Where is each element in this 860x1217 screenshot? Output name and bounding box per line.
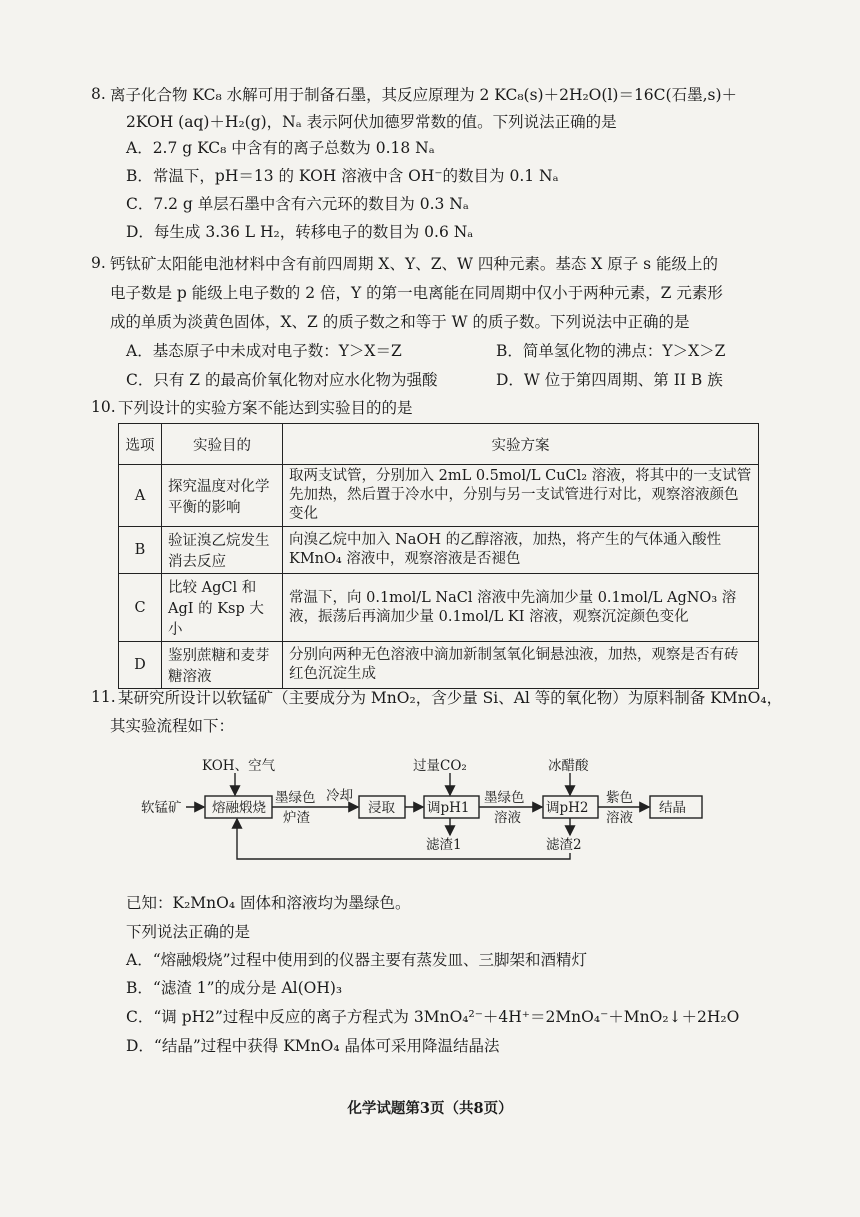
q9-number: 9. bbox=[91, 254, 106, 272]
q9-stem-line1: 钙钛矿太阳能电池材料中含有前四周期 X、Y、Z、W 四种元素。基态 X 原子 s 能级上的 bbox=[110, 255, 719, 273]
flow-mid1b: 炉渣 bbox=[283, 810, 310, 826]
q9-option-a: A．基态原子中未成对电子数：Y＞X＝Z bbox=[126, 342, 402, 360]
q10-table-header bbox=[119, 424, 759, 465]
table-row bbox=[119, 465, 759, 527]
q8-option-d: D．每生成 3.36 L H₂，转移电子的数目为 0.6 Nₐ bbox=[126, 223, 474, 241]
table-row bbox=[119, 527, 759, 574]
q9-stem-line2: 电子数是 p 能级上电子数的 2 倍，Y 的第一电离能在同周期中仅小于两种元素，Z 元素形 bbox=[110, 284, 723, 302]
flow-mid3b: 溶液 bbox=[606, 810, 633, 826]
q8-option-a: A．2.7 g KC₈ 中含有的离子总数为 0.18 Nₐ bbox=[126, 139, 435, 157]
q11-option-d: D．“结晶”过程中获得 KMnO₄ 晶体可采用降温结晶法 bbox=[126, 1037, 500, 1055]
row-plan: 常温下，向 0.1mol/L NaCl 溶液中先滴加少量 0.1mol/L AgNO₃ 溶液，振荡后再滴加少量 0.1mol/L KI 溶液，观察沉淀颜色变化 bbox=[283, 574, 759, 642]
q8-stem-line1: 离子化合物 KC₈ 水解可用于制备石墨，其反应原理为 2 KC₈(s)＋2H₂O(l)＝16C(石墨,s)＋ bbox=[110, 86, 738, 104]
flow-mid2a: 墨绿色 bbox=[484, 790, 525, 806]
flow-filter1: 滤渣1 bbox=[426, 837, 462, 853]
q11-number: 11. bbox=[91, 688, 116, 706]
flow-box4: 调pH2 bbox=[546, 800, 589, 816]
header-option: 选项 bbox=[119, 424, 162, 465]
flow-raw: 软锰矿 bbox=[141, 800, 182, 816]
q11-option-b: B．“滤渣 1”的成分是 Al(OH)₃ bbox=[126, 979, 343, 997]
q8-option-b: B．常温下，pH＝13 的 KOH 溶液中含 OH⁻的数目为 0.1 Nₐ bbox=[126, 167, 559, 185]
flow-reagent1: KOH、空气 bbox=[202, 758, 276, 774]
row-aim: 验证溴乙烷发生消去反应 bbox=[162, 527, 283, 574]
row-plan: 取两支试管，分别加入 2mL 0.5mol/L CuCl₂ 溶液，将其中的一支试管先加热，然后置于冷水中，分别与另一支试管进行对比，观察溶液颜色变化 bbox=[283, 465, 759, 527]
q9-option-b: B．简单氢化物的沸点：Y＞X＞Z bbox=[496, 342, 726, 360]
row-key: B bbox=[119, 527, 162, 574]
q11-known: 已知：K₂MnO₄ 固体和溶液均为墨绿色。 bbox=[126, 894, 411, 912]
row-key: D bbox=[119, 642, 162, 689]
header-plan: 实验方案 bbox=[283, 424, 759, 465]
q10-table bbox=[118, 423, 759, 689]
row-key: C bbox=[119, 574, 162, 642]
process-flowchart bbox=[0, 755, 860, 865]
flow-filter2: 滤渣2 bbox=[546, 837, 582, 853]
flow-box5: 结晶 bbox=[659, 800, 686, 816]
flow-mid1a: 墨绿色 bbox=[275, 790, 316, 806]
flow-box1: 熔融煅烧 bbox=[212, 800, 266, 816]
q8-number: 8. bbox=[91, 85, 106, 103]
table-row bbox=[119, 642, 759, 689]
flow-mid2b: 溶液 bbox=[494, 810, 521, 826]
q11-stem-line2: 其实验流程如下： bbox=[110, 717, 235, 735]
q10-number: 10. bbox=[91, 398, 116, 416]
q8-option-c: C．7.2 g 单层石墨中含有六元环的数目为 0.3 Nₐ bbox=[126, 195, 469, 213]
table-row bbox=[119, 574, 759, 642]
page-footer: 化学试题第3页（共8页） bbox=[347, 1100, 513, 1117]
flow-cool: 冷却 bbox=[326, 788, 353, 804]
q9-stem-line3: 成的单质为淡黄色固体，X、Z 的质子数之和等于 W 的质子数。下列说法中正确的是 bbox=[110, 313, 690, 331]
row-aim: 比较 AgCl 和 AgI 的 Ksp 大小 bbox=[162, 574, 283, 642]
header-aim: 实验目的 bbox=[162, 424, 283, 465]
row-key: A bbox=[119, 465, 162, 527]
row-plan: 向溴乙烷中加入 NaOH 的乙醇溶液，加热，将产生的气体通入酸性 KMnO₄ 溶液中，观察溶液是否褪色 bbox=[283, 527, 759, 574]
flow-box3: 调pH1 bbox=[427, 800, 470, 816]
q11-option-a: A．“熔融煅烧”过程中使用到的仪器主要有蒸发皿、三脚架和酒精灯 bbox=[126, 951, 588, 969]
flow-mid3a: 紫色 bbox=[606, 790, 633, 806]
flow-reagent3: 冰醋酸 bbox=[548, 758, 589, 774]
q9-option-c: C．只有 Z 的最高价氧化物对应水化物为强酸 bbox=[126, 371, 438, 389]
q10-stem: 下列设计的实验方案不能达到实验目的的是 bbox=[118, 399, 413, 417]
q11-option-c: C．“调 pH2”过程中反应的离子方程式为 3MnO₄²⁻＋4H⁺＝2MnO₄⁻＋MnO₂↓＋2H₂O bbox=[126, 1008, 740, 1026]
row-aim: 鉴别蔗糖和麦芽糖溶液 bbox=[162, 642, 283, 689]
row-plan: 分别向两种无色溶液中滴加新制氢氧化铜悬浊液，加热，观察是否有砖红色沉淀生成 bbox=[283, 642, 759, 689]
q8-stem-line2: 2KOH (aq)＋H₂(g)，Nₐ 表示阿伏加德罗常数的值。下列说法正确的是 bbox=[126, 113, 617, 131]
q9-option-d: D．W 位于第四周期、第 II B 族 bbox=[496, 371, 723, 389]
row-aim: 探究温度对化学平衡的影响 bbox=[162, 465, 283, 527]
flow-box2: 浸取 bbox=[368, 800, 395, 816]
q11-stem-line1: 某研究所设计以软锰矿（主要成分为 MnO₂，含少量 Si、Al 等的氧化物）为原料制备 KMnO₄， bbox=[118, 689, 783, 707]
q11-ask: 下列说法正确的是 bbox=[126, 923, 251, 941]
flow-reagent2: 过量CO₂ bbox=[413, 758, 467, 774]
